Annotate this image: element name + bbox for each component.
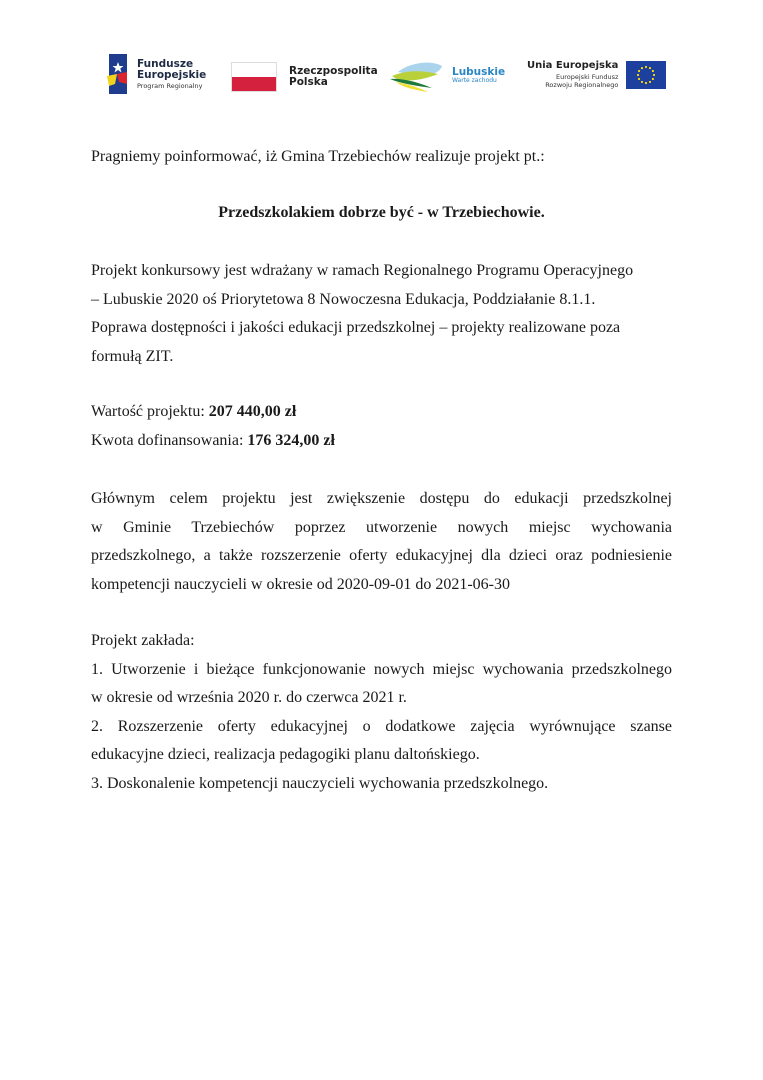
description-paragraph (91, 257, 672, 371)
project-value-row (91, 398, 672, 427)
fundusze-europejskie-logo (107, 54, 206, 94)
ue-line2: Europejski Fundusz (556, 72, 619, 81)
description-line: formułą ZIT. (91, 347, 174, 365)
lubuskie-logo (388, 60, 505, 92)
plan-item: w okresie od września 2020 r. do czerwca 2021 r. (91, 689, 407, 706)
project-value-amount: 207 440,00 zł (208, 403, 297, 420)
eu-flag-icon (626, 61, 666, 89)
eu-star-icon (652, 78, 654, 80)
lubuskie-icon (388, 60, 444, 92)
eu-star-icon (637, 74, 639, 76)
polish-flag-icon (231, 62, 277, 92)
ue-line3: Rozwoju Regionalnego (545, 81, 619, 90)
project-value-label: Wartość projektu: (91, 403, 209, 420)
lubuskie-line1: Lubuskie (452, 66, 506, 79)
intro-text: Pragniemy poinformować, iż Gmina Trzebiechów realizuje projekt pt.: (91, 148, 545, 165)
plan-item: edukacyjne dzieci, realizacja pedagogiki planu daltońskiego. (91, 746, 480, 763)
description-line: – Lubuskie 2020 oś Priorytetowa 8 Nowoczesna Edukacja, Poddziałanie 8.1.1. (91, 290, 596, 308)
intro-paragraph (91, 143, 672, 172)
eu-star-icon (641, 67, 643, 69)
eu-star-icon (645, 66, 647, 68)
project-title: Przedszkolakiem dobrze być - w Trzebiechowie. (218, 204, 545, 221)
eu-star-icon (649, 67, 651, 69)
goal-line: przedszkolnego, a także rozszerzenie oferty edukacyjnej dla dzieci oraz podniesienie (91, 547, 672, 564)
plan-item: 1. Utworzenie i bieżące funkcjonowanie nowych miejsc wychowania przedszkolnego (91, 660, 672, 678)
plan-section (91, 627, 672, 798)
eu-star-icon (645, 82, 647, 84)
logo-bar (0, 52, 763, 102)
plan-item: 2. Rozszerzenie oferty edukacyjnej o dodatkowe zajęcia wyrównujące szanse (91, 717, 672, 735)
funding-label: Kwota dofinansowania: (91, 431, 248, 449)
description-line: Poprawa dostępności i jakości edukacji przedszkolnej – projekty realizowane poza (91, 319, 621, 336)
goal-paragraph (91, 485, 672, 599)
rp-line2: Polska (289, 76, 328, 88)
eu-star-icon (649, 81, 651, 83)
plan-heading: Projekt zakłada: (91, 632, 195, 649)
eu-star-icon (641, 81, 643, 83)
goal-line: w Gminie Trzebiechów poprzez utworzenie nowych miejsc wychowania (91, 518, 672, 536)
ue-line1: Unia Europejska (527, 60, 619, 71)
eu-star-icon (653, 74, 655, 76)
description-line: Projekt konkursowy jest wdrażany w ramach Regionalnego Programu Operacyjnego (91, 262, 634, 279)
fundusze-line3: Program Regionalny (137, 81, 203, 90)
fundusze-europejskie-icon (107, 54, 129, 94)
rp-line1: Rzeczpospolita (289, 64, 378, 77)
fundusze-line1: Fundusze (137, 57, 194, 70)
fundusze-line2: Europejskie (137, 68, 207, 81)
eu-star-icon (638, 78, 640, 80)
rzeczpospolita-polska-logo (231, 62, 378, 92)
unia-europejska-logo (527, 61, 666, 89)
goal-line: Głównym celem projektu jest zwiększenie dostępu do edukacji przedszkolnej (91, 490, 672, 507)
plan-item: 3. Doskonalenie kompetencji nauczycieli wychowania przedszkolnego. (91, 774, 549, 792)
financial-values (91, 398, 672, 455)
funding-amount: 176 324,00 zł (247, 431, 335, 449)
goal-line: kompetencji nauczycieli w okresie od 2020-09-01 do 2021-06-30 (91, 575, 510, 593)
lubuskie-line2: Warte zachodu (452, 77, 497, 85)
eu-star-icon (652, 70, 654, 72)
funding-row (91, 427, 672, 456)
eu-star-icon (638, 70, 640, 72)
